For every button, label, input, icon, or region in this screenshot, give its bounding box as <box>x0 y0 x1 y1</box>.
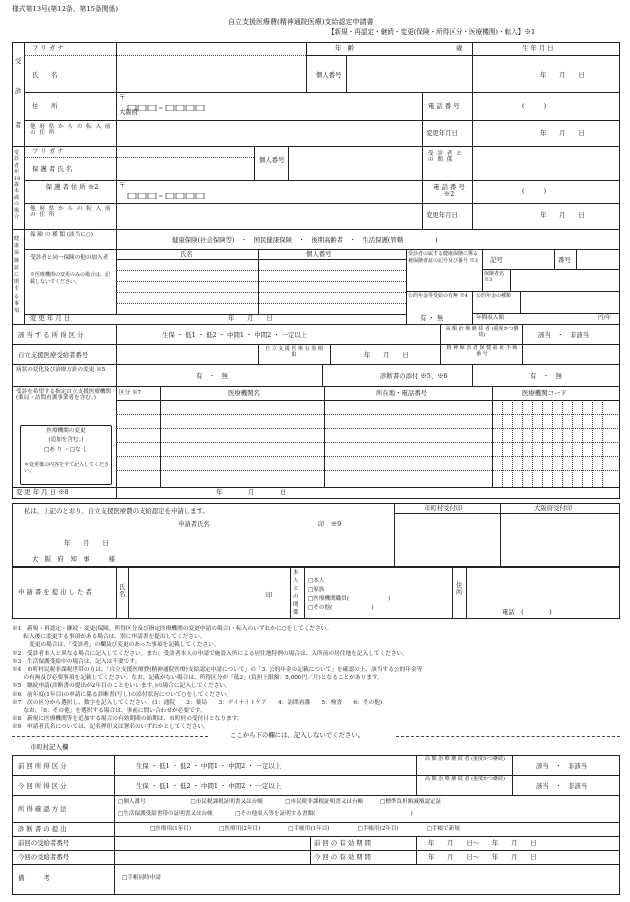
birth-date-label: 生 年 月 日 <box>522 44 554 52</box>
declaration-text: 私は、上記のとおり、自立支援医療費の支給認定を申請します。 <box>24 507 209 515</box>
relation-opt-other[interactable]: □その他( ) <box>308 605 374 611</box>
submitter-seal: 印 <box>266 591 273 599</box>
footnote-line: ※8 新規に医療機関等を追加する場合の有効期間の始期は、市町村の受付日となります。 <box>12 716 243 723</box>
guardian-name-label: 保 護 者 氏 名 <box>32 165 73 173</box>
birth-date-value[interactable]: 年 月 日 <box>540 71 585 79</box>
income-class-label: 該 当 す る 所 得 区 分 <box>18 331 84 339</box>
institution-change-options[interactable]: □あ り ・□な し <box>44 447 88 453</box>
income-unit: 円/年 <box>598 315 612 321</box>
cert-validity-date[interactable]: 年 月 日 <box>364 351 409 359</box>
submitter-address-label: 住所 <box>456 581 463 597</box>
footnote-line: ※4 市町村民税非課税世帯の方は、「自立支援医療費(精神通院医療)支給認定申請について」の「3. 公的年金の記載について」を確認の上、該当する公的年金等 <box>12 667 423 674</box>
relation-opt-family[interactable]: □家族 <box>308 587 325 593</box>
patient-phone-value[interactable]: ( ) <box>522 102 547 110</box>
guardian-kojin-bango-label: 個人番号 <box>259 156 285 164</box>
insurance-members-note: ※医療機関の変更のみの場合は、記載しないでください。 <box>30 272 111 285</box>
institution-change-sub: (追加を含む。) <box>48 437 84 443</box>
insurance-members-label: 受診者と同一保険の他の加入者 <box>30 255 109 261</box>
income-class-options[interactable]: 生保 ・ 低1 ・ 低2 ・ 中間1 ・ 中間2 ・ 一定以上 <box>162 331 308 339</box>
income-method-row2[interactable]: □生活保護受給世帯の証明書又は台帳 □その他収入等を証明する書類( ) <box>118 811 413 817</box>
members-col-kojin: 個人番号 <box>306 250 332 258</box>
inst-change-date-value[interactable]: 年 月 日 <box>216 488 287 496</box>
prev-validity-label: 前 回 の 有 効 期 間 <box>314 839 371 847</box>
age-unit: 歳 <box>456 44 463 52</box>
footnote-line: 変更の場合は、「受診者」の欄及び変更のあった事項を記載してください。 <box>12 642 220 649</box>
patient-phone-label: 電 話 番 号 <box>428 102 460 110</box>
guardian-postal-code-boxes[interactable] <box>126 184 216 190</box>
guardian-phone-value[interactable]: ( ) <box>522 187 547 195</box>
city-receipt-stamp-label: 市町村受付印 <box>424 504 463 512</box>
footnote-line: の有無及び必要事項を記載してください。なお、記載がない場合は、所得区分が「低2」(負担上限額：5,000円／月)となることがあります。 <box>12 675 383 682</box>
high-cost-label: 高 額 治 療 継 続 者 (重度かつ継続) <box>445 326 519 338</box>
inst-col-code: 医療機関コード <box>522 389 567 397</box>
insured-number-label: 受診者の属する健康保険に係る被保険者証の記号及び番号 ※3 <box>408 251 479 264</box>
footnote-line: なお、「6：その他」を選択する場合は、事前に問い合わせが必要です。 <box>12 708 206 715</box>
pension-label: 公的年金等受給の有無 ※4 <box>408 293 468 299</box>
insurer-name-label: 保険者名 ※3 <box>484 271 505 283</box>
patient-change-date-label: 変更年月日 <box>426 129 458 137</box>
form-subtitle: 【新規・再認定・継続・変更(保険・所得区分・医療機関)・転入】※1 <box>328 28 536 36</box>
insurance-side-label: 健康保険証に関する事項 <box>14 236 20 315</box>
disability-handbook-label: 精 神 障 害 者 保 健 福 祉 手 帳 番 号 <box>446 345 518 357</box>
inst-col-name: 医療機関名 <box>228 389 260 397</box>
patient-change-date-value[interactable]: 年 月 日 <box>540 129 585 137</box>
footnotes <box>12 625 624 732</box>
pension-value[interactable]: 有 ・ 無 <box>420 314 444 322</box>
footnote-line: ※7 次の区分から選択し、数字を記入してください。(1：通院 2：薬局 3：デイナイトケア 4：訪問看護 5：検査 6：その他) <box>12 699 383 706</box>
inst-col-kubun: 区分 ※7 <box>119 390 142 396</box>
guardian-relation-label: 受 診 者 と の 関 係 <box>428 151 463 164</box>
insurance-type-label: 保 険 の 種 類 (該当に○) <box>30 232 93 238</box>
diagnosis-submission-options[interactable]: □医療用(1年目) □医療用(2年目) □手帳用(1年目) □手帳用(2年目) □手帳で新規 <box>150 826 460 832</box>
patient-address-label: 住 所 <box>32 102 58 110</box>
footnote-line: ※2 受診者本人と異なる場合に記入してください。また、受診者本人の申請で施設入所による居住地特例の場合は、入所前の居住地を記入してください。 <box>12 650 409 657</box>
inst-change-date-label: 変 更 年 月 日 ※8 <box>16 488 69 496</box>
income-method-row1[interactable]: □個人番号 □市民税課税証明書又は台帳 □市民税非課税証明書又は台帳 □標準負担額減額認定証 <box>118 799 442 805</box>
institution-label: 受診を希望する指定自立支援医療機関(薬局・訪問看護事業者を含む。) <box>16 389 112 402</box>
footnote-line: ※5 継続申請(診断書の提出が2年目のことをいいます。)の場合に記入してください。 <box>12 683 231 690</box>
insured-bango-label: 番号 <box>558 256 571 264</box>
curr-high-cost-label: 高 額 治 療 継 続 者 (重度かつ継続) <box>424 776 506 782</box>
guardian-postal-mark: 〒 <box>119 181 126 189</box>
submitter-phone[interactable]: 電話 ( ) <box>502 608 552 616</box>
prev-high-cost-options[interactable]: 該当 ・ 非該当 <box>536 762 588 770</box>
institution-change-title: 医療機関の変更 <box>46 428 86 434</box>
insurance-type-options[interactable]: 健康保険(社会保険等) ・ 国民健康保険 ・ 後期高齢者 ・ 生活保護(管轄 ) <box>172 236 438 244</box>
patient-side-label: 受 <box>15 57 22 65</box>
patient-name-label: 氏 名 <box>32 71 58 79</box>
prev-income-class-label: 前 回 所 得 区 分 <box>18 762 67 770</box>
submitter-name-label: 氏名 <box>119 583 126 599</box>
patient-kojin-bango-label: 個人番号 <box>316 71 342 79</box>
prev-high-cost-label: 高 額 治 療 継 続 者 (重度かつ継続) <box>424 756 506 762</box>
remarks-option-handbook[interactable]: □手帳同時申請 <box>122 875 161 881</box>
form-number: 様式第13号(第12条、第15条関係) <box>12 5 119 13</box>
cert-validity-label: 自 立 支 援 医 療 有 効 期 限 <box>265 346 323 358</box>
city-section-title: 市町村記入欄 <box>30 743 69 751</box>
patient-furigana-label: フ リ ガ ナ <box>32 44 64 52</box>
curr-high-cost-options[interactable]: 該当 ・ 非該当 <box>536 782 588 790</box>
annual-income-label: 年間収入額 <box>476 315 504 321</box>
relation-opt-medical[interactable]: □医療機関職員( ) <box>308 596 391 602</box>
footnote-line: ※9 申請者氏名については、記名押印又は署名のいずれかとしてください。 <box>12 724 209 731</box>
footnote-line: ※6 前年度(1年目)の申請に係る診断書(写し)の添付状況について○をしてください。 <box>12 691 233 698</box>
condition-change-label: 病状の変化及び治療方針の変更 ※5 <box>16 367 106 373</box>
remarks-label: 備 考 <box>18 874 50 882</box>
prev-recipient-number-label: 前回の受給者番号 <box>18 839 70 847</box>
guardian-furigana-label: フ リ ガ ナ <box>32 147 64 155</box>
postal-code-boxes[interactable] <box>126 96 216 102</box>
guardian-phone-label: 電 話 番 号 ※2 <box>433 183 465 199</box>
relation-opt-self[interactable]: □本人 <box>308 578 325 584</box>
submitter-label: 申 請 書 を 提 出 し た 者 <box>18 588 92 596</box>
institution-change-note: ＊変更後の内容を全て記入してください。 <box>24 462 110 474</box>
high-cost-options[interactable]: 該当 ・ 非該当 <box>538 331 590 339</box>
guardian-side-label: 受診者が18歳未満の場合 <box>14 150 21 221</box>
postal-mark: 〒 <box>119 93 126 101</box>
insurance-change-date-value[interactable]: 年 月 日 <box>228 314 273 322</box>
diagnosis-attached-label: 診断書の添付 ※5、※6 <box>380 372 448 380</box>
income-method-label: 所 得 確 認 方 法 <box>18 805 67 813</box>
relation-label: 本人との関係 <box>293 570 299 616</box>
cutline-text: ここから下の欄には、記入しないでください。 <box>230 731 365 739</box>
insurance-change-date-label: 変 更 年 月 日 <box>30 314 71 322</box>
members-col-name: 氏名 <box>180 250 193 258</box>
curr-income-class-label: 今 回 所 得 区 分 <box>18 782 67 790</box>
pref-receipt-stamp-label: 大阪府受付印 <box>534 504 573 512</box>
footnote-line: ※3 生活保護受給中の場合は、記入は不要です。 <box>12 658 141 665</box>
guardian-address-label: 保 護 者 住 所 ※2 <box>45 183 99 191</box>
guardian-change-date-label: 変更年月日 <box>426 211 458 219</box>
guardian-change-date-value[interactable]: 年 月 日 <box>540 211 585 219</box>
curr-recipient-number-label: 今回の受給者番号 <box>18 853 70 861</box>
addressee-governor: 大 阪 府 知 事 様 <box>32 555 116 563</box>
footnote-line: ※1 新規・再認定・継続・変更(保険、所得区分及び指定医療機関の変更申請の場合)・転入のいずれかに○をしてください。 <box>12 626 333 632</box>
pension-type-label: 公的年金の種類 <box>476 293 512 299</box>
prefecture-text: 大阪府 <box>119 108 139 116</box>
guardian-prev-address-label: 他 府 県 か ら の 転 入 前 の 住 所 <box>30 206 112 219</box>
diagnosis-submission-label: 診 断 書 の 提 出 <box>18 825 67 833</box>
applicant-seal: 印 ※9 <box>318 520 342 528</box>
age-label: 年 齢 <box>335 44 355 52</box>
city-table <box>12 755 620 895</box>
condition-change-options[interactable]: 有 ・ 無 <box>196 372 228 380</box>
inst-col-address: 所在地・電話番号 <box>376 389 428 397</box>
declaration-date[interactable]: 年 月 日 <box>64 539 109 547</box>
curr-income-class-options[interactable]: 生保 ・ 低1 ・ 低2 ・ 中間1 ・ 中間2 ・ 一定以上 <box>136 782 282 790</box>
applicant-name-label: 申請者氏名 <box>178 520 210 528</box>
prev-validity-value[interactable]: 年 月 日～ 年 月 日 <box>428 839 537 847</box>
prev-income-class-options[interactable]: 生保 ・ 低1 ・ 低2 ・ 中間1 ・ 中間2 ・ 一定以上 <box>136 762 282 770</box>
cert-number-label: 自立支援医療受給者番号 <box>18 351 89 359</box>
diagnosis-attached-options[interactable]: 有 ・ 無 <box>530 372 562 380</box>
insured-kigo-label: 記号 <box>490 256 503 264</box>
form-title: 自立支援医療費(精神通院医療)支給認定申請書 <box>228 18 374 26</box>
patient-prev-address-label: 他 府 県 か ら の 転 入 前 の 住 所 <box>30 124 112 137</box>
curr-validity-value[interactable]: 年 月 日～ 年 月 日 <box>428 853 537 861</box>
footnote-line: 転入後に変更する事項がある場合は、別に申請書を提出してください。 <box>12 634 206 641</box>
curr-validity-label: 今 回 の 有 効 期 間 <box>314 853 371 861</box>
